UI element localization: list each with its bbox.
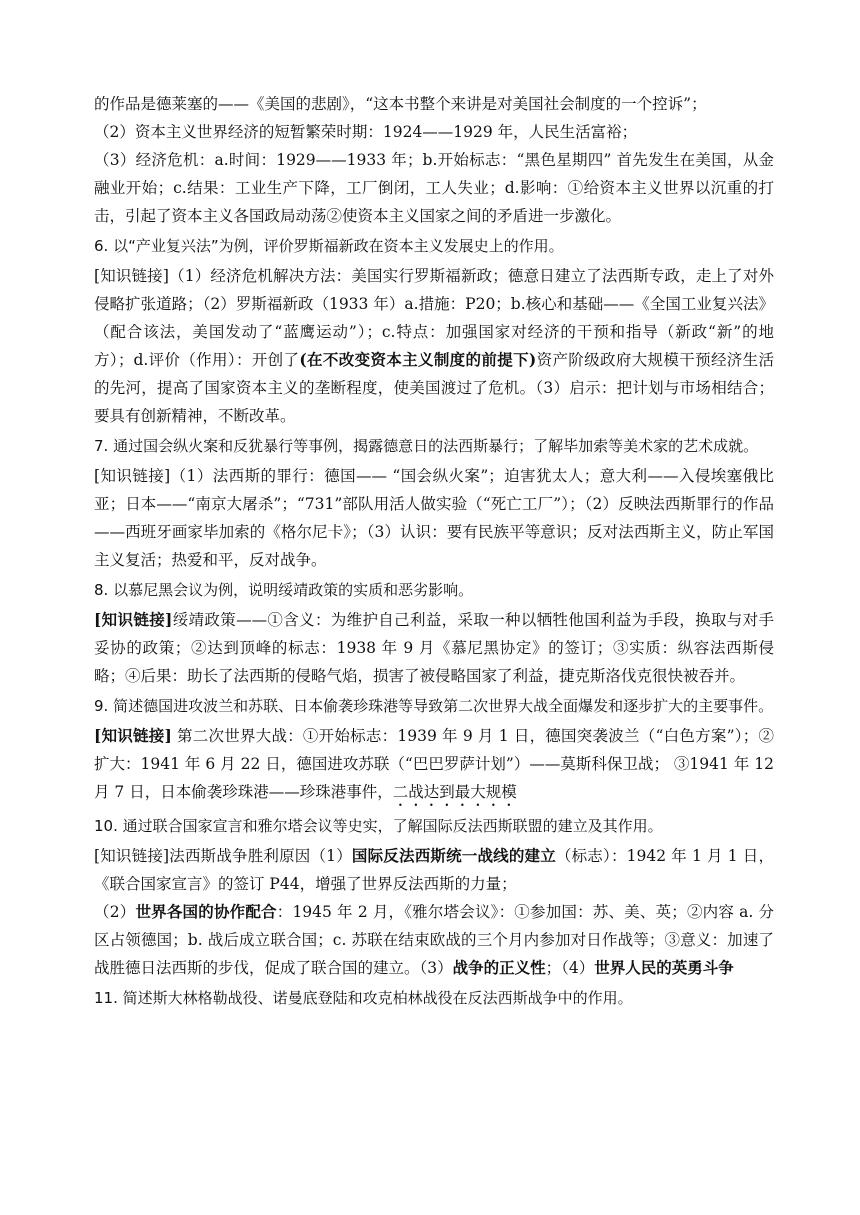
answer-8-label: [知识链接] xyxy=(94,610,173,629)
question-8: 8. 以慕尼黑会议为例，说明绥靖政策的实质和恶劣影响。 xyxy=(94,581,474,599)
answer-10-text-e: ；（4） xyxy=(545,959,595,977)
paragraph-line-3: （3）经济危机：a.时间：1929——1933 年；b.开始标志：“黑色星期四” 首先发生在美国，从金融业开始；c.结果：工业生产下降，工厂倒闭，工人失业；d.影响：①给资本主义世界以沉重的打击，引起了资本主义各国政局动荡②使资本主义国家之间的矛盾进一步激化。 xyxy=(94,151,774,225)
answer-6-bold: (在不改变资本主义制度的前提下) xyxy=(299,350,537,369)
answer-10-part-2 xyxy=(94,898,774,982)
answer-6-text-a: [知识链接]（1）经济危机解决方法：美国实行罗斯福新政；德意日建立了法西斯专政，走上了对外侵略扩张道路；（2）罗斯福新政（1933 年）a.措施：P20；b.核心和基础——《全国工业复兴法》（配合该法，美国发动了“蓝鹰运动”）；c.特点：加强国家对经济的干预和指导（新政“新”的地方）；d.评价（作用）：开创了 xyxy=(94,267,774,369)
document-page xyxy=(94,90,774,1014)
answer-10-part-1 xyxy=(94,842,774,898)
question-10: 10. 通过联合国家宣言和雅尔塔会议等史实，了解国际反法西斯联盟的建立及其作用。 xyxy=(94,817,663,835)
answer-10-text-d: ：1945 年 2 月，《雅尔塔会议》：①参加国：苏、美、英；②内容 a. 分区占领德国；b. 战后成立联合国；c. 苏联在结束欧战的三个月内参加对日作战等；③意义：加速了战胜德日法西斯的步伐，促成了联合国的建立。（3） xyxy=(94,903,774,977)
answer-10-text-a: [知识链接]法西斯战争胜利原因（1） xyxy=(94,847,352,865)
answer-10-bold-a: 国际反法西斯统一战线的建立 xyxy=(351,846,556,865)
question-6: 6. 以“产业复兴法”为例，评价罗斯福新政在资本主义发展史上的作用。 xyxy=(94,237,564,255)
answer-10-text-b: （标志）：1942 年 1 月 1 日，《联合国家宣言》的签订 P44，增强了世界反法西斯的力量； xyxy=(94,847,774,893)
paragraph-line-1: 的作品是德莱塞的——《美国的悲剧》，“这本书整个来讲是对美国社会制度的一个控诉”； xyxy=(94,95,707,113)
answer-9 xyxy=(94,722,774,810)
question-11: 11. 简述斯大林格勒战役、诺曼底登陆和攻克柏林战役在反法西斯战争中的作用。 xyxy=(94,989,633,1007)
answer-7: [知识链接]（1）法西斯的罪行：德国—— “国会纵火案”；迫害犹太人；意大利——入侵埃塞俄比亚；日本——“南京大屠杀”；“731”部队用活人做实验（“死亡工厂”）；（2）反映法西斯罪行的作品——西班牙画家毕加索的《格尔尼卡》；（3）认识：要有民族平等意识；反对法西斯主义，防止军国主义复活；热爱和平，反对战争。 xyxy=(94,467,774,569)
answer-10-bold-b: 世界各国的协作配合 xyxy=(135,902,277,921)
answer-8-text: 绥靖政策——①含义：为维护自己利益，采取一种以牺牲他国利益为手段，换取与对手妥协的政策；②达到顶峰的标志：1938 年 9 月《慕尼黑协定》的签订；③实质：纵容法西斯侵略；④后果：助长了法西斯的侵略气焰，损害了被侵略国家了利益，捷克斯洛伐克很快被吞并。 xyxy=(94,611,774,685)
answer-9-text: 第二次世界大战：①开始标志：1939 年 9 月 1 日，德国突袭波兰（“白色方案”）；②扩大：1941 年 6 月 22 日，德国进攻苏联（“巴巴罗萨计划”）——莫斯科保卫战； ③1941 年 12 月 7 日，日本偷袭珍珠港——珍珠港事件， xyxy=(94,727,774,801)
answer-9-emphasis: 二战达到最大规模 xyxy=(392,783,517,801)
paragraph-line-2: （2）资本主义世界经济的短暂繁荣时期：1924——1929 年，人民生活富裕； xyxy=(94,123,638,141)
answer-10-bold-c: 战争的正义性 xyxy=(452,958,546,977)
question-9: 9. 简述德国进攻波兰和苏联、日本偷袭珍珠港等导致第二次世界大战全面爆发和逐步扩大的主要事件。 xyxy=(94,697,774,715)
answer-9-label: [知识链接] xyxy=(94,726,172,745)
answer-6-text-b: 资产阶级政府大规模干预经济生活的先河，提高了国家资本主义的垄断程度，使美国渡过了危机。（3）启示：把计划与市场相结合；要具有创新精神，不断改革。 xyxy=(94,351,774,425)
question-7: 7. 通过国会纵火案和反犹暴行等事例，揭露德意日的法西斯暴行；了解毕加索等美术家的艺术成就。 xyxy=(94,437,759,455)
answer-8 xyxy=(94,606,774,690)
answer-10-text-c: （2） xyxy=(94,903,136,921)
answer-6 xyxy=(94,262,774,430)
answer-10-bold-d: 世界人民的英勇斗争 xyxy=(594,958,734,977)
